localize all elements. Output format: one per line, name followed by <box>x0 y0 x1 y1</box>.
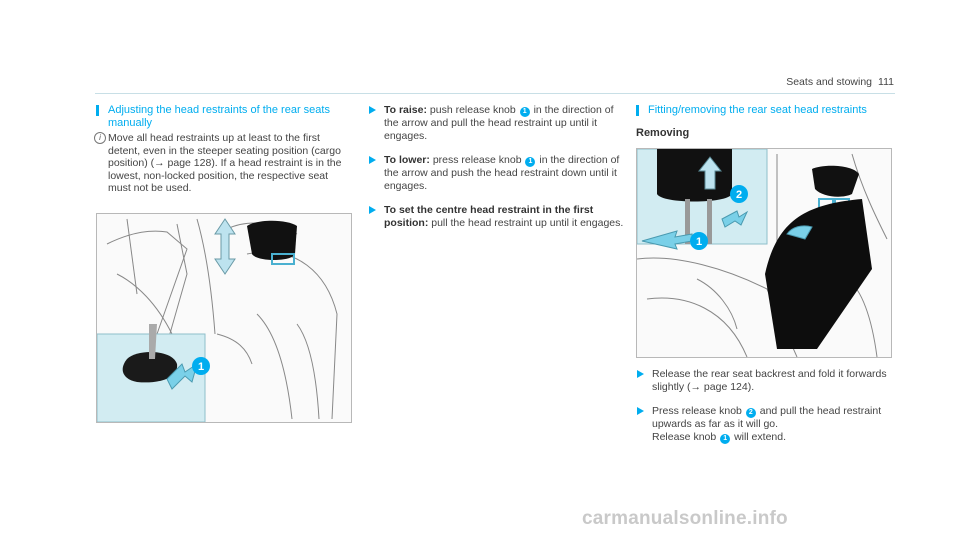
watermark: carmanualsonline.info <box>582 508 788 529</box>
section-marker <box>96 105 99 116</box>
step-arrow-icon <box>369 156 376 164</box>
seat-illustration-2 <box>637 149 891 357</box>
step-lower: To lower: press release knob 1 in the direction of the arrow and push the head restraint down until it engages. <box>368 154 624 192</box>
step-pull-head-restraint: Press release knob 2 and pull the head restraint upwards as far as it will go. Release knob 1 will extend. <box>636 405 892 444</box>
section-marker <box>636 105 639 116</box>
section-name: Seats and stowing <box>786 76 873 88</box>
seat-illustration-1 <box>97 214 351 422</box>
running-header <box>786 76 894 88</box>
info-icon: i <box>94 132 106 144</box>
column-remove-steps <box>636 368 892 444</box>
header-rule <box>95 93 895 94</box>
step-arrow-icon <box>369 206 376 214</box>
column-raise-lower <box>368 104 624 230</box>
step-fold-backrest: Release the rear seat backrest and fold it forwards slightly (→ page 124). <box>636 368 892 393</box>
knob-1-badge: 1 <box>525 157 535 167</box>
figure-head-restraint-adjust <box>96 213 352 423</box>
column-head-restraint-adjust <box>96 104 351 195</box>
knob-1-badge: 1 <box>520 107 530 117</box>
step-centre-position: To set the centre head restraint in the first position: pull the head restraint up until it engages. <box>368 204 624 229</box>
subhead-removing: Removing <box>636 127 690 139</box>
section-title-adjust: Adjusting the head restraints of the rear seats manually <box>96 104 351 130</box>
svg-text:1: 1 <box>197 361 205 373</box>
info-note <box>96 132 351 195</box>
step-arrow-icon <box>637 407 644 415</box>
note-text: Move all head restraints up at least to the first detent, even in the steeper seating position (cargo position) (→ page 128). If a head restraint is in the lowest, non-locked position, the respective seat must not be used. <box>108 132 342 195</box>
knob-2-badge: 2 <box>746 408 756 418</box>
figure-head-restraint-remove <box>636 148 892 358</box>
svg-text:2: 2 <box>735 189 743 201</box>
head-restraint-shape <box>247 221 297 264</box>
page-number: 111 <box>878 76 894 88</box>
knob-1-badge: 1 <box>720 434 730 444</box>
column-fit-remove <box>636 104 892 140</box>
section-title-fit-remove: Fitting/removing the rear seat head restraints <box>636 104 892 117</box>
step-raise: To raise: push release knob 1 in the direction of the arrow and pull the head restraint up until it engages. <box>368 104 624 142</box>
svg-text:1: 1 <box>695 236 703 248</box>
step-arrow-icon <box>369 106 376 114</box>
step-arrow-icon <box>637 370 644 378</box>
